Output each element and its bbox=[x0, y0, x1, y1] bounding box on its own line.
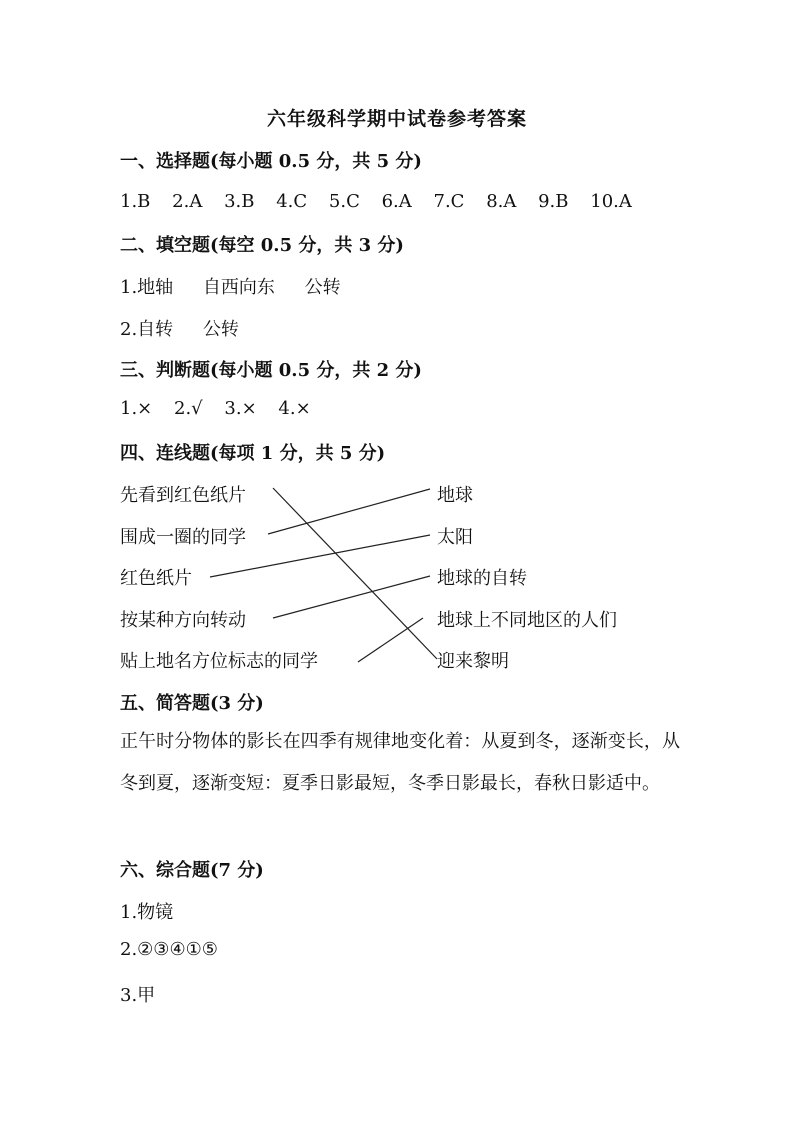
match-line bbox=[273, 488, 437, 659]
section-6-item: 2.②③④①⑤ bbox=[120, 939, 218, 960]
match-right-item: 地球 bbox=[437, 485, 473, 506]
answer-item: 6.A bbox=[381, 191, 412, 212]
match-left-item: 贴上地名方位标志的同学 bbox=[120, 651, 318, 672]
section-6-item: 3.甲 bbox=[120, 985, 156, 1006]
match-left-item: 围成一圈的同学 bbox=[120, 527, 246, 548]
answer-item: 10.A bbox=[590, 191, 632, 212]
match-line bbox=[210, 535, 430, 577]
answer-item: 1.× bbox=[120, 398, 153, 419]
answer-item: 公转 bbox=[304, 277, 341, 298]
answer-item: 自西向东 bbox=[202, 277, 275, 298]
section-5-heading: 五、简答题(3 分) bbox=[120, 693, 264, 714]
page-title: 六年级科学期中试卷参考答案 bbox=[266, 108, 527, 130]
answer-item: 8.A bbox=[486, 191, 517, 212]
match-right-item: 地球上不同地区的人们 bbox=[437, 610, 617, 631]
section-6-item: 1.物镜 bbox=[120, 902, 174, 923]
match-line bbox=[268, 489, 430, 534]
answer-item: 3.B bbox=[224, 191, 255, 212]
answer-item: 7.C bbox=[433, 191, 465, 212]
answer-item: 1.B bbox=[120, 191, 151, 212]
match-left-item: 按某种方向转动 bbox=[120, 610, 246, 631]
match-right-item: 迎来黎明 bbox=[437, 651, 509, 672]
answer-item: 2.√ bbox=[174, 398, 203, 419]
answer-item: 3.× bbox=[224, 398, 257, 419]
answer-item: 4.C bbox=[276, 191, 308, 212]
answer-item: 5.C bbox=[328, 191, 360, 212]
section-1-heading: 一、选择题(每小题 0.5 分，共 5 分) bbox=[120, 151, 422, 172]
match-line bbox=[273, 576, 430, 618]
match-right-item: 地球的自转 bbox=[437, 568, 527, 589]
match-right-item: 太阳 bbox=[437, 527, 473, 548]
answer-item: 1.地轴 bbox=[120, 277, 174, 298]
match-left-item: 红色纸片 bbox=[120, 568, 192, 589]
section-6-heading: 六、综合题(7 分) bbox=[120, 860, 264, 881]
answer-item: 2.A bbox=[172, 191, 203, 212]
section-4-heading: 四、连线题(每项 1 分，共 5 分) bbox=[120, 443, 386, 464]
match-line bbox=[358, 618, 423, 662]
section-3-heading: 三、判断题(每小题 0.5 分，共 2 分) bbox=[120, 360, 422, 381]
answer-item: 9.B bbox=[538, 191, 569, 212]
section-2-heading: 二、填空题(每空 0.5 分，共 3 分) bbox=[120, 235, 404, 256]
answer-item: 公转 bbox=[202, 319, 239, 340]
section-5-answer-text: 正午时分物体的影长在四季有规律地变化着：从夏到冬，逐渐变长，从冬到夏，逐渐变短：夏季日影最短，冬季日影最长，春秋日影适中。 bbox=[120, 731, 680, 794]
answer-item: 4.× bbox=[278, 398, 311, 419]
match-left-item: 先看到红色纸片 bbox=[120, 485, 246, 506]
answer-item: 2.自转 bbox=[120, 319, 174, 340]
